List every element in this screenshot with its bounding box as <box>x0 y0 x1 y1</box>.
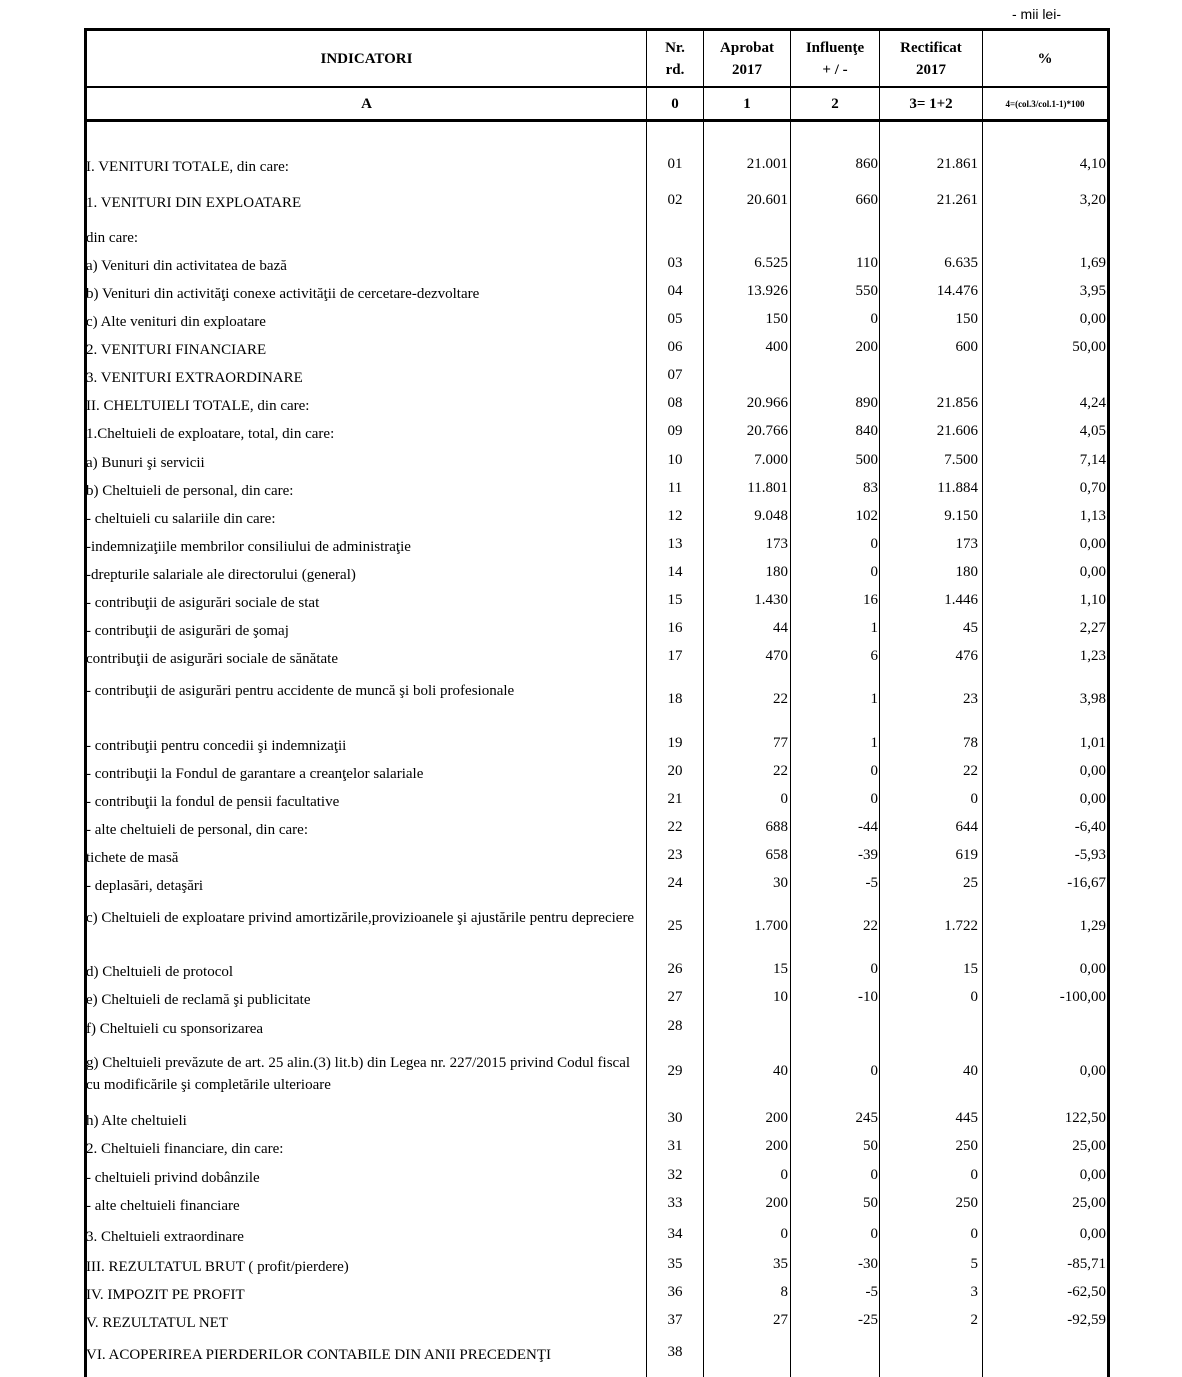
row-approved: 6.525 <box>754 255 788 271</box>
row-indicator: f) Cheltuieli cu sponsorizarea <box>86 1021 264 1037</box>
row-indicator: b) Venituri din activităţi conexe activităţii de cercetare-dezvoltare <box>86 286 480 302</box>
row-number: 31 <box>667 1138 683 1154</box>
row-percent: 4,10 <box>1079 156 1106 172</box>
row-influence: -44 <box>858 819 878 835</box>
row-percent: -92,59 <box>1067 1312 1106 1328</box>
row-percent: 1,13 <box>1079 508 1106 524</box>
row-percent: 0,00 <box>1079 536 1106 552</box>
row-indicator: - contribuţii pentru concedii şi indemnizaţii <box>86 738 347 754</box>
row-percent: -6,40 <box>1074 819 1106 835</box>
row-percent: 1,29 <box>1079 918 1106 934</box>
row-influence: -5 <box>865 875 878 891</box>
row-approved: 1.430 <box>754 592 788 608</box>
row-influence: 0 <box>870 791 878 807</box>
row-percent: 0,00 <box>1079 564 1106 580</box>
row-number: 06 <box>667 339 683 355</box>
row-rectified: 600 <box>955 339 978 355</box>
row-approved: 200 <box>765 1195 788 1211</box>
header-col-4: 4=(col.3/col.1-1)*100 <box>1005 99 1085 109</box>
row-number: 27 <box>667 989 683 1005</box>
row-indicator: a) Venituri din activitatea de bază <box>86 258 287 274</box>
header-percent: % <box>1037 50 1053 67</box>
row-percent: 0,00 <box>1079 791 1106 807</box>
row-indicator: contribuţii de asigurări sociale de sănătate <box>86 651 338 667</box>
row-rectified: 0 <box>970 1167 978 1183</box>
row-approved: 11.801 <box>747 480 788 496</box>
row-approved: 180 <box>765 564 788 580</box>
row-rectified: 21.861 <box>936 156 978 172</box>
header-col-3: 3= 1+2 <box>909 96 953 112</box>
header-influente-line1: Influenţe <box>805 39 865 56</box>
row-rectified: 21.261 <box>936 192 978 208</box>
row-approved: 15 <box>773 961 788 977</box>
row-influence: 0 <box>870 536 878 552</box>
row-percent: 4,05 <box>1079 423 1106 439</box>
row-approved: 44 <box>773 620 788 636</box>
row-number: 02 <box>667 192 683 208</box>
row-indicator: - alte cheltuieli de personal, din care: <box>86 822 308 838</box>
row-approved: 20.766 <box>746 423 788 439</box>
row-indicator: 1. VENITURI DIN EXPLOATARE <box>86 195 302 211</box>
row-influence: 0 <box>870 1063 878 1079</box>
header-influente-line2: + / - <box>822 61 848 78</box>
row-approved: 8 <box>780 1284 788 1300</box>
row-indicator: 3. Cheltuieli extraordinare <box>86 1229 244 1245</box>
row-rectified: 22 <box>963 763 978 779</box>
row-indicator: a) Bunuri şi servicii <box>86 455 205 471</box>
row-influence: 245 <box>855 1110 878 1126</box>
row-number: 12 <box>667 508 683 524</box>
row-indicator: - cheltuieli privind dobânzile <box>86 1170 260 1186</box>
row-number: 21 <box>667 791 683 807</box>
row-indicator: b) Cheltuieli de personal, din care: <box>86 483 294 499</box>
row-indicator: VI. ACOPERIREA PIERDERILOR CONTABILE DIN ANII PRECEDENŢI <box>86 1347 552 1363</box>
row-number: 33 <box>667 1195 683 1211</box>
row-rectified: 3 <box>970 1284 978 1300</box>
row-number: 25 <box>667 918 683 934</box>
row-number: 07 <box>667 367 683 383</box>
row-percent: 1,01 <box>1079 735 1106 751</box>
row-percent: -100,00 <box>1059 989 1106 1005</box>
row-number: 23 <box>667 847 683 863</box>
row-percent: 1,69 <box>1079 255 1106 271</box>
row-number: 38 <box>667 1344 683 1360</box>
row-indicator: I. VENITURI TOTALE, din care: <box>86 159 289 175</box>
header-rectificat-line2: 2017 <box>916 61 946 78</box>
row-rectified: 250 <box>955 1195 978 1211</box>
row-approved: 27 <box>773 1312 788 1328</box>
row-number: 08 <box>667 395 683 411</box>
row-approved: 1.700 <box>754 918 788 934</box>
row-influence: 1 <box>870 620 878 636</box>
header-col-0: 0 <box>671 96 679 112</box>
row-rectified: 15 <box>963 961 978 977</box>
row-number: 13 <box>667 536 683 552</box>
row-percent: 7,14 <box>1079 452 1106 468</box>
row-percent: 3,95 <box>1079 283 1106 299</box>
row-number: 04 <box>667 283 683 299</box>
row-indicator: - contribuţii la fondul de pensii facultative <box>86 794 340 810</box>
row-rectified: 40 <box>963 1063 978 1079</box>
row-influence: 890 <box>855 395 878 411</box>
row-indicator: - contribuţii de asigurări sociale de stat <box>86 595 320 611</box>
row-indicator: IV. IMPOZIT PE PROFIT <box>86 1287 245 1303</box>
row-number: 15 <box>667 592 683 608</box>
row-indicator: tichete de masă <box>86 850 179 866</box>
row-percent: 50,00 <box>1072 339 1106 355</box>
row-influence: 0 <box>870 961 878 977</box>
row-rectified: 11.884 <box>937 480 978 496</box>
row-rectified: 250 <box>955 1138 978 1154</box>
row-rectified: 1.722 <box>944 918 978 934</box>
row-number: 29 <box>667 1063 683 1079</box>
row-percent: 25,00 <box>1072 1138 1106 1154</box>
row-indicator: -drepturile salariale ale directorului (general) <box>86 567 356 583</box>
row-rectified: 78 <box>963 735 978 751</box>
row-influence: 110 <box>856 255 878 271</box>
row-approved: 470 <box>765 648 788 664</box>
row-indicator: 1.Cheltuieli de exploatare, total, din care: <box>86 426 335 442</box>
row-number: 37 <box>667 1312 683 1328</box>
row-number: 22 <box>667 819 683 835</box>
row-approved: 22 <box>773 691 788 707</box>
row-indicator: c) Cheltuieli de exploatare privind amortizările,provizioanele şi ajustările pentru depreciere <box>86 910 635 926</box>
row-number: 30 <box>667 1110 683 1126</box>
row-rectified: 644 <box>955 819 978 835</box>
row-approved: 10 <box>773 989 788 1005</box>
header-rectificat <box>880 31 982 86</box>
row-number: 32 <box>667 1167 683 1183</box>
row-influence: 1 <box>870 735 878 751</box>
row-percent: 0,00 <box>1079 1063 1106 1079</box>
row-approved: 0 <box>780 1226 788 1242</box>
header-divider <box>84 86 1110 88</box>
row-indicator: - deplasări, detaşări <box>86 878 204 894</box>
row-approved: 30 <box>773 875 788 891</box>
header-aprobat-line2: 2017 <box>732 61 762 78</box>
row-approved: 0 <box>780 791 788 807</box>
row-influence: 16 <box>863 592 878 608</box>
row-indicator: II. CHELTUIELI TOTALE, din care: <box>86 398 310 414</box>
row-approved: 400 <box>765 339 788 355</box>
row-approved: 20.966 <box>746 395 788 411</box>
row-indicator: din care: <box>86 230 139 246</box>
row-approved: 0 <box>780 1167 788 1183</box>
header-aprobat-line1: Aprobat <box>720 39 774 56</box>
row-rectified: 14.476 <box>936 283 978 299</box>
header-col-1: 1 <box>743 96 751 112</box>
row-percent: 1,10 <box>1079 592 1106 608</box>
header-nr-line1: Nr. <box>665 39 685 56</box>
row-influence: 50 <box>863 1195 878 1211</box>
row-rectified: 21.856 <box>936 395 978 411</box>
row-influence: 0 <box>870 1226 878 1242</box>
row-influence: -39 <box>858 847 878 863</box>
row-number: 05 <box>667 311 683 327</box>
row-number: 09 <box>667 423 683 439</box>
row-indicator: h) Alte cheltuieli <box>86 1113 187 1129</box>
row-number: 18 <box>667 691 683 707</box>
header-rectificat-line1: Rectificat <box>900 39 962 56</box>
row-approved: 9.048 <box>754 508 788 524</box>
row-rectified: 25 <box>963 875 978 891</box>
row-approved: 173 <box>765 536 788 552</box>
row-indicator: - cheltuieli cu salariile din care: <box>86 511 276 527</box>
row-number: 35 <box>667 1256 683 1272</box>
row-influence: 0 <box>870 1167 878 1183</box>
row-number: 34 <box>667 1226 683 1242</box>
header-aprobat <box>704 31 790 86</box>
row-influence: 840 <box>855 423 878 439</box>
row-rectified: 6.635 <box>944 255 978 271</box>
row-influence: 102 <box>855 508 878 524</box>
row-approved: 20.601 <box>746 192 788 208</box>
header-nr <box>647 31 703 86</box>
row-approved: 150 <box>765 311 788 327</box>
row-rectified: 5 <box>970 1256 978 1272</box>
row-approved: 200 <box>765 1110 788 1126</box>
row-influence: 50 <box>863 1138 878 1154</box>
row-influence: -30 <box>858 1256 878 1272</box>
row-approved: 200 <box>765 1138 788 1154</box>
row-indicator: 2. Cheltuieli financiare, din care: <box>86 1141 284 1157</box>
row-influence: 0 <box>870 763 878 779</box>
row-percent: 25,00 <box>1072 1195 1106 1211</box>
col-divider <box>879 28 880 1377</box>
row-percent: -62,50 <box>1067 1284 1106 1300</box>
header-col-2: 2 <box>831 96 839 112</box>
header-nr-line2: rd. <box>665 61 685 78</box>
row-indicator: g) Cheltuieli prevăzute de art. 25 alin.(3) lit.b) din Legea nr. 227/2015 privind Codul fiscal cu modificările şi completările ulterioare <box>86 1055 631 1093</box>
row-influence: 200 <box>855 339 878 355</box>
row-influence: -10 <box>858 989 878 1005</box>
row-influence: 6 <box>870 648 878 664</box>
row-percent: -5,93 <box>1074 847 1106 863</box>
row-number: 36 <box>667 1284 683 1300</box>
row-approved: 13.926 <box>746 283 788 299</box>
row-percent: 0,00 <box>1079 311 1106 327</box>
row-influence: 0 <box>870 564 878 580</box>
row-number: 03 <box>667 255 683 271</box>
row-rectified: 180 <box>955 564 978 580</box>
row-rectified: 173 <box>955 536 978 552</box>
row-rectified: 21.606 <box>936 423 978 439</box>
row-percent: -85,71 <box>1067 1256 1106 1272</box>
row-influence: 1 <box>870 691 878 707</box>
header-col-a: A <box>361 96 372 112</box>
row-rectified: 445 <box>955 1110 978 1126</box>
row-percent: 3,20 <box>1079 192 1106 208</box>
row-rectified: 7.500 <box>944 452 978 468</box>
row-rectified: 0 <box>970 989 978 1005</box>
row-influence: -25 <box>858 1312 878 1328</box>
row-influence: -5 <box>865 1284 878 1300</box>
row-indicator: -indemnizaţiile membrilor consiliului de administraţie <box>86 539 411 555</box>
row-number: 24 <box>667 875 683 891</box>
row-percent: 122,50 <box>1064 1110 1106 1126</box>
row-percent: -16,67 <box>1067 875 1106 891</box>
row-approved: 7.000 <box>754 452 788 468</box>
header-divider <box>84 119 1110 122</box>
row-indicator: - alte cheltuieli financiare <box>86 1198 240 1214</box>
row-number: 17 <box>667 648 683 664</box>
row-indicator: c) Alte venituri din exploatare <box>86 314 266 330</box>
row-influence: 0 <box>870 311 878 327</box>
row-percent: 1,23 <box>1079 648 1106 664</box>
row-number: 26 <box>667 961 683 977</box>
row-indicator: d) Cheltuieli de protocol <box>86 964 234 980</box>
header-indicatori: INDICATORI <box>320 50 413 67</box>
row-indicator: 3. VENITURI EXTRAORDINARE <box>86 370 303 386</box>
unit-label: - mii lei- <box>1012 6 1061 22</box>
row-percent: 4,24 <box>1079 395 1106 411</box>
row-influence: 22 <box>863 918 878 934</box>
row-percent: 2,27 <box>1079 620 1106 636</box>
row-percent: 0,00 <box>1079 961 1106 977</box>
row-number: 28 <box>667 1018 683 1034</box>
row-rectified: 2 <box>970 1312 978 1328</box>
row-number: 01 <box>667 156 683 172</box>
row-indicator: V. REZULTATUL NET <box>86 1315 228 1331</box>
row-number: 20 <box>667 763 683 779</box>
row-rectified: 150 <box>955 311 978 327</box>
row-percent: 0,00 <box>1079 1226 1106 1242</box>
header-influente <box>791 31 879 86</box>
row-rectified: 0 <box>970 791 978 807</box>
row-influence: 550 <box>855 283 878 299</box>
row-indicator: III. REZULTATUL BRUT ( profit/pierdere) <box>86 1259 349 1275</box>
row-percent: 0,00 <box>1079 763 1106 779</box>
row-rectified: 23 <box>963 691 978 707</box>
row-approved: 40 <box>773 1063 788 1079</box>
row-approved: 658 <box>765 847 788 863</box>
row-number: 10 <box>667 452 683 468</box>
row-influence: 660 <box>855 192 878 208</box>
row-indicator: - contribuţii la Fondul de garantare a creanţelor salariale <box>86 766 424 782</box>
row-influence: 500 <box>855 452 878 468</box>
row-approved: 35 <box>773 1256 788 1272</box>
row-indicator: - contribuţii de asigurări de şomaj <box>86 623 289 639</box>
row-influence: 860 <box>855 156 878 172</box>
row-indicator: e) Cheltuieli de reclamă şi publicitate <box>86 992 311 1008</box>
row-percent: 0,70 <box>1079 480 1106 496</box>
row-approved: 21.001 <box>746 156 788 172</box>
row-rectified: 1.446 <box>944 592 978 608</box>
row-approved: 688 <box>765 819 788 835</box>
row-rectified: 45 <box>963 620 978 636</box>
row-rectified: 9.150 <box>944 508 978 524</box>
row-number: 19 <box>667 735 683 751</box>
row-rectified: 619 <box>955 847 978 863</box>
row-indicator: 2. VENITURI FINANCIARE <box>86 342 267 358</box>
row-number: 11 <box>667 480 683 496</box>
row-number: 14 <box>667 564 683 580</box>
row-indicator: - contribuţii de asigurări pentru accidente de muncă şi boli profesionale <box>86 683 515 699</box>
col-divider <box>790 28 791 1377</box>
row-percent: 3,98 <box>1079 691 1106 707</box>
row-influence: 83 <box>863 480 878 496</box>
row-number: 16 <box>667 620 683 636</box>
row-rectified: 476 <box>955 648 978 664</box>
row-percent: 0,00 <box>1079 1167 1106 1183</box>
row-approved: 77 <box>773 735 788 751</box>
row-rectified: 0 <box>970 1226 978 1242</box>
row-approved: 22 <box>773 763 788 779</box>
